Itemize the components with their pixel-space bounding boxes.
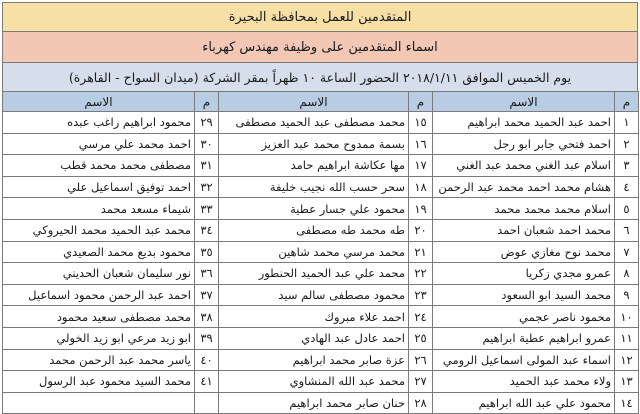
row-number: ٥ bbox=[615, 198, 639, 220]
row-number: ٤٠ bbox=[195, 349, 219, 371]
applicant-name: محمد احمد شعبان احمد bbox=[433, 219, 615, 241]
table-row bbox=[3, 198, 639, 220]
applicant-name: طه محمد طه مصطفى bbox=[219, 219, 409, 241]
row-number: ١١ bbox=[615, 327, 639, 349]
row-number: ١٥ bbox=[409, 112, 433, 134]
row-number: ٣١ bbox=[195, 155, 219, 177]
applicant-name: اسماء عبد المولى اسماعيل الرومي bbox=[433, 349, 615, 371]
applicant-name: محمود علي عبد الله ابراهيم bbox=[433, 392, 615, 414]
row-number: ٢٥ bbox=[409, 327, 433, 349]
applicant-name: نور سليمان شعبان الحديني bbox=[3, 263, 195, 285]
applicant-name: بسمة ممدوح محمد عبد العزيز bbox=[219, 133, 409, 155]
applicant-name: حنان صابر محمد ابراهيم bbox=[219, 392, 409, 414]
interview-info: يوم الخميس الموافق ٢٠١٨/١/١١ الحضور الساعة ١٠ ظهراً بمقر الشركة (ميدان السواح - القاهرة) bbox=[2, 62, 638, 91]
row-number: ١٢ bbox=[615, 349, 639, 371]
row-number: ٢٠ bbox=[409, 219, 433, 241]
row-number: ١٠ bbox=[615, 306, 639, 328]
row-number: ٣ bbox=[615, 155, 639, 177]
table-row bbox=[3, 392, 639, 414]
column-header-name: الاسم bbox=[433, 92, 615, 112]
sheet-title: المتقدمين للعمل بمحافظة البحيرة bbox=[2, 2, 638, 31]
table-row bbox=[3, 349, 639, 371]
row-number bbox=[195, 392, 219, 414]
applicant-name: مها عكاشة ابراهيم حامد bbox=[219, 155, 409, 177]
row-number: ٩ bbox=[615, 284, 639, 306]
applicant-name: سحر حسب الله نجيب خليفة bbox=[219, 176, 409, 198]
row-number: ٣٤ bbox=[195, 219, 219, 241]
row-number: ٨ bbox=[615, 263, 639, 285]
applicants-sheet bbox=[2, 2, 638, 411]
table-row bbox=[3, 306, 639, 328]
row-number: ٢٩ bbox=[195, 112, 219, 134]
row-number: ٢ bbox=[615, 133, 639, 155]
applicants-table bbox=[2, 91, 639, 414]
applicant-name: اسلام محمد محمد محمد bbox=[433, 198, 615, 220]
row-number: ١٩ bbox=[409, 198, 433, 220]
applicant-name: احمد عبد الرحمن محمود اسماعيل bbox=[3, 284, 195, 306]
applicant-name: محمد عبد الحميد محمد الحيروكي bbox=[3, 219, 195, 241]
table-row bbox=[3, 176, 639, 198]
row-number: ٤ bbox=[615, 176, 639, 198]
applicant-name: محمد عبد الله المنشاوي bbox=[219, 371, 409, 393]
applicant-name: هشام محمد احمد محمد عبد الرحمن bbox=[433, 176, 615, 198]
table-header-row bbox=[3, 92, 639, 112]
applicant-name: محمد السيد ابو السعود bbox=[433, 284, 615, 306]
column-header-num: م bbox=[409, 92, 433, 112]
applicant-name: محمد علي عبد الحميد الحنطور bbox=[219, 263, 409, 285]
table-row bbox=[3, 371, 639, 393]
row-number: ١٤ bbox=[615, 392, 639, 414]
row-number: ١٨ bbox=[409, 176, 433, 198]
applicant-name: ابو زيد مرعي ابو زيد الخولي bbox=[3, 327, 195, 349]
table-row bbox=[3, 155, 639, 177]
row-number: ٢٣ bbox=[409, 284, 433, 306]
row-number: ١٣ bbox=[615, 371, 639, 393]
applicant-name: محمود بديع محمد الصعيدي bbox=[3, 241, 195, 263]
column-header-num: م bbox=[195, 92, 219, 112]
applicant-name: محمد مرسي محمد شاهين bbox=[219, 241, 409, 263]
row-number: ٧ bbox=[615, 241, 639, 263]
row-number: ٢٢ bbox=[409, 263, 433, 285]
applicant-name bbox=[3, 392, 195, 414]
applicant-name: محمود مصطفى سالم سيد bbox=[219, 284, 409, 306]
column-header-name: الاسم bbox=[3, 92, 195, 112]
table-row bbox=[3, 219, 639, 241]
applicant-name: احمد فتحي جابر ابو رجل bbox=[433, 133, 615, 155]
row-number: ٢٦ bbox=[409, 349, 433, 371]
table-row bbox=[3, 112, 639, 134]
row-number: ٦ bbox=[615, 219, 639, 241]
row-number: ٤١ bbox=[195, 371, 219, 393]
applicant-name: محمود علي جسار عطية bbox=[219, 198, 409, 220]
row-number: ٣٩ bbox=[195, 327, 219, 349]
row-number: ٣٦ bbox=[195, 263, 219, 285]
column-header-name: الاسم bbox=[219, 92, 409, 112]
applicant-name: عمرو مجدي زكريا bbox=[433, 263, 615, 285]
row-number: ٣٥ bbox=[195, 241, 219, 263]
applicant-name: محمد مصطفى سعيد محمود bbox=[3, 306, 195, 328]
applicant-name: ولاء محمد عبد الحميد bbox=[433, 371, 615, 393]
applicant-name: احمد محمد علي مرسي bbox=[3, 133, 195, 155]
applicant-name: احمد علاء مبروك bbox=[219, 306, 409, 328]
row-number: ١٦ bbox=[409, 133, 433, 155]
table-row bbox=[3, 133, 639, 155]
applicant-name: مصطفى محمد محمد قطب bbox=[3, 155, 195, 177]
column-header-num: م bbox=[615, 92, 639, 112]
row-number: ٢٤ bbox=[409, 306, 433, 328]
row-number: ١ bbox=[615, 112, 639, 134]
sheet-subtitle: اسماء المتقدمين على وظيفة مهندس كهرباء bbox=[2, 31, 638, 62]
row-number: ١٧ bbox=[409, 155, 433, 177]
row-number: ٣٣ bbox=[195, 198, 219, 220]
applicant-name: عزة صابر محمد ابراهيم bbox=[219, 349, 409, 371]
applicant-name: محمد السيد محمود عبد الرسول bbox=[3, 371, 195, 393]
row-number: ٣٧ bbox=[195, 284, 219, 306]
row-number: ٣٢ bbox=[195, 176, 219, 198]
applicant-name: محمد نوح مغازي عوض bbox=[433, 241, 615, 263]
applicant-name: احمد عبد الحميد محمد ابراهيم bbox=[433, 112, 615, 134]
applicant-name: محمود ناصر عجمي bbox=[433, 306, 615, 328]
applicant-name: احمد توفيق اسماعيل علي bbox=[3, 176, 195, 198]
applicant-name: اسلام عبد الغني محمد عبد الغني bbox=[433, 155, 615, 177]
row-number: ٢٧ bbox=[409, 371, 433, 393]
applicant-name: احمد عادل عبد الهادي bbox=[219, 327, 409, 349]
row-number: ٣٠ bbox=[195, 133, 219, 155]
row-number: ٢٨ bbox=[409, 392, 433, 414]
table-row bbox=[3, 241, 639, 263]
applicant-name: ياسر محمد عبد الرحمن محمد bbox=[3, 349, 195, 371]
table-row bbox=[3, 284, 639, 306]
applicant-name: عمرو ابراهيم عطية ابراهيم bbox=[433, 327, 615, 349]
table-row bbox=[3, 263, 639, 285]
table-row bbox=[3, 327, 639, 349]
row-number: ٣٨ bbox=[195, 306, 219, 328]
applicant-name: محمود ابراهيم راغب عبده bbox=[3, 112, 195, 134]
table-body bbox=[3, 112, 639, 414]
applicant-name: محمد مصطفى عبد الحميد مصطفى bbox=[219, 112, 409, 134]
applicant-name: شيماء مسعد محمد bbox=[3, 198, 195, 220]
row-number: ٢١ bbox=[409, 241, 433, 263]
